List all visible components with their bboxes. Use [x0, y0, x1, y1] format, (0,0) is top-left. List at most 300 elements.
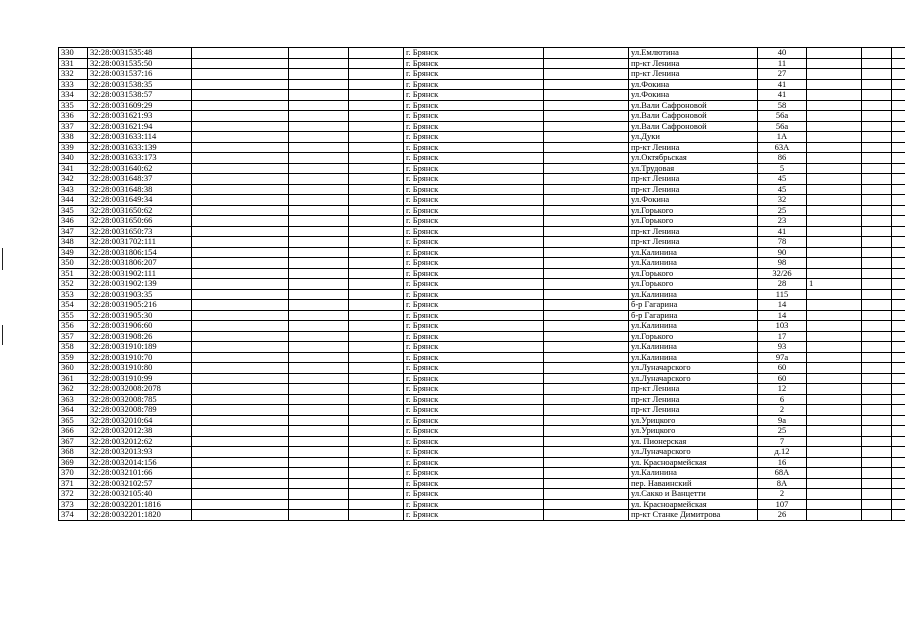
empty-cell [892, 457, 905, 468]
empty-cell [192, 415, 289, 426]
empty-cell [544, 111, 629, 122]
street-cell: пр-кт Ленина [629, 394, 758, 405]
empty-cell [544, 153, 629, 164]
empty-cell [349, 69, 404, 80]
street-cell: ул.Луначарского [629, 447, 758, 458]
empty-cell [349, 426, 404, 437]
cadastral-number-cell: 32:28:0031903:35 [88, 289, 192, 300]
city-cell: г. Брянск [404, 205, 544, 216]
table-row [59, 405, 905, 416]
empty-cell [544, 237, 629, 248]
street-cell: ул.Фокина [629, 195, 758, 206]
empty-cell [544, 342, 629, 353]
table-row [59, 247, 905, 258]
empty-cell [862, 363, 892, 374]
city-cell: г. Брянск [404, 195, 544, 206]
extra-cell [807, 79, 862, 90]
empty-cell [544, 121, 629, 132]
city-cell: г. Брянск [404, 142, 544, 153]
empty-cell [349, 237, 404, 248]
empty-cell [289, 352, 349, 363]
empty-cell [892, 121, 905, 132]
empty-cell [892, 363, 905, 374]
empty-cell [862, 478, 892, 489]
empty-cell [544, 478, 629, 489]
row-number-cell: 348 [59, 237, 88, 248]
empty-cell [862, 216, 892, 227]
house-number-cell: 60 [758, 363, 807, 374]
extra-cell: 1 [807, 279, 862, 290]
house-number-cell: 41 [758, 226, 807, 237]
empty-cell [892, 436, 905, 447]
table-row [59, 121, 905, 132]
empty-cell [544, 195, 629, 206]
empty-cell [892, 268, 905, 279]
cadastral-number-cell: 32:28:0032008:2078 [88, 384, 192, 395]
house-number-cell: 7 [758, 436, 807, 447]
row-number-cell: 332 [59, 69, 88, 80]
empty-cell [192, 468, 289, 479]
empty-cell [289, 394, 349, 405]
empty-cell [289, 205, 349, 216]
row-number-cell: 366 [59, 426, 88, 437]
empty-cell [544, 510, 629, 521]
empty-cell [192, 163, 289, 174]
empty-cell [862, 342, 892, 353]
empty-cell [349, 58, 404, 69]
street-cell: пр-кт Ленина [629, 69, 758, 80]
empty-cell [892, 279, 905, 290]
extra-cell [807, 394, 862, 405]
city-cell: г. Брянск [404, 384, 544, 395]
empty-cell [862, 300, 892, 311]
house-number-cell: 14 [758, 310, 807, 321]
city-cell: г. Брянск [404, 163, 544, 174]
empty-cell [289, 237, 349, 248]
empty-cell [862, 100, 892, 111]
street-cell: ул.Вали Сафроновой [629, 111, 758, 122]
empty-cell [544, 142, 629, 153]
row-number-cell: 356 [59, 321, 88, 332]
street-cell: ул.Вали Сафроновой [629, 121, 758, 132]
empty-cell [289, 216, 349, 227]
empty-cell [892, 132, 905, 143]
street-cell: б-р Гагарина [629, 310, 758, 321]
empty-cell [192, 352, 289, 363]
row-number-cell: 373 [59, 499, 88, 510]
row-number-cell: 336 [59, 111, 88, 122]
house-number-cell: 26 [758, 510, 807, 521]
empty-cell [289, 132, 349, 143]
table-row [59, 373, 905, 384]
empty-cell [289, 415, 349, 426]
row-number-cell: 337 [59, 121, 88, 132]
empty-cell [892, 100, 905, 111]
empty-cell [892, 331, 905, 342]
row-number-cell: 331 [59, 58, 88, 69]
city-cell: г. Брянск [404, 373, 544, 384]
table-row [59, 205, 905, 216]
row-number-cell: 339 [59, 142, 88, 153]
empty-cell [192, 373, 289, 384]
empty-cell [862, 489, 892, 500]
street-cell: ул.Горького [629, 205, 758, 216]
empty-cell [892, 142, 905, 153]
city-cell: г. Брянск [404, 226, 544, 237]
empty-cell [289, 121, 349, 132]
empty-cell [349, 205, 404, 216]
extra-cell [807, 510, 862, 521]
empty-cell [892, 310, 905, 321]
house-number-cell: 8А [758, 478, 807, 489]
empty-cell [862, 69, 892, 80]
empty-cell [349, 489, 404, 500]
cadastral-number-cell: 32:28:0032102:57 [88, 478, 192, 489]
empty-cell [349, 142, 404, 153]
empty-cell [862, 258, 892, 269]
row-number-cell: 358 [59, 342, 88, 353]
street-cell: ул.Калинина [629, 342, 758, 353]
row-number-cell: 361 [59, 373, 88, 384]
city-cell: г. Брянск [404, 216, 544, 227]
cadastral-number-cell: 32:28:0031910:80 [88, 363, 192, 374]
extra-cell [807, 69, 862, 80]
city-cell: г. Брянск [404, 258, 544, 269]
empty-cell [544, 384, 629, 395]
empty-cell [349, 216, 404, 227]
extra-cell [807, 142, 862, 153]
empty-cell [349, 226, 404, 237]
empty-cell [289, 163, 349, 174]
empty-cell [862, 279, 892, 290]
empty-cell [862, 174, 892, 185]
street-cell: ул.Сакко и Ванцетти [629, 489, 758, 500]
empty-cell [289, 279, 349, 290]
extra-cell [807, 321, 862, 332]
extra-cell [807, 132, 862, 143]
table-row [59, 132, 905, 143]
extra-cell [807, 226, 862, 237]
extra-cell [807, 268, 862, 279]
empty-cell [289, 373, 349, 384]
empty-cell [862, 384, 892, 395]
extra-cell [807, 111, 862, 122]
empty-cell [862, 121, 892, 132]
row-number-cell: 357 [59, 331, 88, 342]
empty-cell [862, 415, 892, 426]
empty-cell [349, 90, 404, 101]
city-cell: г. Брянск [404, 153, 544, 164]
city-cell: г. Брянск [404, 48, 544, 59]
extra-cell [807, 216, 862, 227]
empty-cell [289, 226, 349, 237]
row-number-cell: 363 [59, 394, 88, 405]
city-cell: г. Брянск [404, 352, 544, 363]
table-row [59, 394, 905, 405]
cadastral-number-cell: 32:28:0031621:93 [88, 111, 192, 122]
row-number-cell: 354 [59, 300, 88, 311]
empty-cell [892, 321, 905, 332]
empty-cell [892, 111, 905, 122]
empty-cell [862, 90, 892, 101]
empty-cell [862, 426, 892, 437]
row-number-cell: 374 [59, 510, 88, 521]
house-number-cell: 2 [758, 489, 807, 500]
empty-cell [349, 499, 404, 510]
table-row [59, 174, 905, 185]
empty-cell [892, 489, 905, 500]
house-number-cell: 23 [758, 216, 807, 227]
empty-cell [289, 289, 349, 300]
empty-cell [544, 415, 629, 426]
empty-cell [544, 436, 629, 447]
empty-cell [349, 132, 404, 143]
empty-cell [862, 510, 892, 521]
house-number-cell: 40 [758, 48, 807, 59]
empty-cell [289, 174, 349, 185]
street-cell: ул.Калинина [629, 247, 758, 258]
row-number-cell: 360 [59, 363, 88, 374]
table-row [59, 195, 905, 206]
empty-cell [349, 447, 404, 458]
empty-cell [192, 100, 289, 111]
street-cell: пр-кт Станке Димитрова [629, 510, 758, 521]
city-cell: г. Брянск [404, 300, 544, 311]
table-row [59, 111, 905, 122]
row-number-cell: 349 [59, 247, 88, 258]
empty-cell [862, 237, 892, 248]
table-row [59, 436, 905, 447]
street-cell: ул. Красноармейская [629, 499, 758, 510]
extra-cell [807, 195, 862, 206]
street-cell: ул.Калинина [629, 321, 758, 332]
cadastral-number-cell: 32:28:0031910:189 [88, 342, 192, 353]
empty-cell [192, 321, 289, 332]
table-row [59, 352, 905, 363]
row-number-cell: 335 [59, 100, 88, 111]
empty-cell [349, 384, 404, 395]
cadastral-number-cell: 32:28:0031538:57 [88, 90, 192, 101]
row-number-cell: 355 [59, 310, 88, 321]
city-cell: г. Брянск [404, 268, 544, 279]
row-number-cell: 359 [59, 352, 88, 363]
empty-cell [892, 247, 905, 258]
empty-cell [544, 226, 629, 237]
empty-cell [544, 352, 629, 363]
empty-cell [862, 457, 892, 468]
empty-cell [544, 457, 629, 468]
row-number-cell: 369 [59, 457, 88, 468]
empty-cell [892, 468, 905, 479]
empty-cell [192, 258, 289, 269]
empty-cell [544, 205, 629, 216]
house-number-cell: 41 [758, 90, 807, 101]
row-number-cell: 351 [59, 268, 88, 279]
empty-cell [192, 405, 289, 416]
house-number-cell: 32/26 [758, 268, 807, 279]
empty-cell [349, 457, 404, 468]
empty-cell [349, 121, 404, 132]
property-table [58, 47, 905, 521]
extra-cell [807, 310, 862, 321]
table-row [59, 142, 905, 153]
empty-cell [862, 153, 892, 164]
street-cell: ул.Горького [629, 279, 758, 290]
empty-cell [892, 205, 905, 216]
empty-cell [862, 331, 892, 342]
empty-cell [192, 205, 289, 216]
empty-cell [192, 300, 289, 311]
table-row [59, 100, 905, 111]
cadastral-number-cell: 32:28:0031902:139 [88, 279, 192, 290]
extra-cell [807, 436, 862, 447]
empty-cell [289, 331, 349, 342]
street-cell: ул.Фокина [629, 79, 758, 90]
table-row [59, 184, 905, 195]
house-number-cell: 107 [758, 499, 807, 510]
house-number-cell: 41 [758, 79, 807, 90]
empty-cell [192, 436, 289, 447]
extra-cell [807, 289, 862, 300]
empty-cell [862, 184, 892, 195]
empty-cell [192, 195, 289, 206]
house-number-cell: 17 [758, 331, 807, 342]
empty-cell [862, 289, 892, 300]
empty-cell [192, 279, 289, 290]
empty-cell [544, 268, 629, 279]
cadastral-number-cell: 32:28:0032201:1820 [88, 510, 192, 521]
cadastral-number-cell: 32:28:0031806:207 [88, 258, 192, 269]
row-number-cell: 338 [59, 132, 88, 143]
street-cell: ул. Красноармейская [629, 457, 758, 468]
table-row [59, 321, 905, 332]
city-cell: г. Брянск [404, 342, 544, 353]
scan-margin-line-upper [2, 248, 3, 270]
city-cell: г. Брянск [404, 279, 544, 290]
empty-cell [192, 79, 289, 90]
empty-cell [862, 226, 892, 237]
empty-cell [892, 289, 905, 300]
empty-cell [892, 352, 905, 363]
empty-cell [544, 310, 629, 321]
empty-cell [192, 90, 289, 101]
empty-cell [544, 489, 629, 500]
empty-cell [289, 195, 349, 206]
cadastral-number-cell: 32:28:0031806:154 [88, 247, 192, 258]
empty-cell [349, 352, 404, 363]
empty-cell [544, 100, 629, 111]
extra-cell [807, 352, 862, 363]
house-number-cell: 93 [758, 342, 807, 353]
empty-cell [289, 321, 349, 332]
cadastral-number-cell: 32:28:0032012:38 [88, 426, 192, 437]
empty-cell [192, 289, 289, 300]
empty-cell [349, 510, 404, 521]
house-number-cell: 14 [758, 300, 807, 311]
street-cell: ул.Урицкого [629, 426, 758, 437]
city-cell: г. Брянск [404, 394, 544, 405]
empty-cell [192, 216, 289, 227]
empty-cell [289, 426, 349, 437]
cadastral-number-cell: 32:28:0031905:30 [88, 310, 192, 321]
city-cell: г. Брянск [404, 331, 544, 342]
empty-cell [544, 48, 629, 59]
house-number-cell: 86 [758, 153, 807, 164]
street-cell: б-р Гагарина [629, 300, 758, 311]
table-row [59, 468, 905, 479]
empty-cell [349, 289, 404, 300]
extra-cell [807, 342, 862, 353]
empty-cell [192, 58, 289, 69]
row-number-cell: 341 [59, 163, 88, 174]
empty-cell [192, 394, 289, 405]
table-row [59, 289, 905, 300]
empty-cell [192, 363, 289, 374]
empty-cell [289, 142, 349, 153]
city-cell: г. Брянск [404, 510, 544, 521]
city-cell: г. Брянск [404, 237, 544, 248]
empty-cell [544, 90, 629, 101]
scan-margin-line-lower [2, 325, 3, 345]
empty-cell [544, 163, 629, 174]
empty-cell [349, 321, 404, 332]
empty-cell [544, 79, 629, 90]
table-row [59, 499, 905, 510]
empty-cell [289, 342, 349, 353]
empty-cell [862, 58, 892, 69]
empty-cell [544, 363, 629, 374]
empty-cell [892, 300, 905, 311]
cadastral-number-cell: 32:28:0032105:40 [88, 489, 192, 500]
city-cell: г. Брянск [404, 405, 544, 416]
extra-cell [807, 100, 862, 111]
extra-cell [807, 405, 862, 416]
empty-cell [892, 342, 905, 353]
extra-cell [807, 373, 862, 384]
street-cell: пр-кт Ленина [629, 142, 758, 153]
empty-cell [289, 363, 349, 374]
house-number-cell: 16 [758, 457, 807, 468]
empty-cell [289, 79, 349, 90]
extra-cell [807, 468, 862, 479]
empty-cell [862, 321, 892, 332]
house-number-cell: 25 [758, 205, 807, 216]
cadastral-number-cell: 32:28:0032201:1816 [88, 499, 192, 510]
row-number-cell: 362 [59, 384, 88, 395]
empty-cell [289, 184, 349, 195]
empty-cell [892, 153, 905, 164]
city-cell: г. Брянск [404, 111, 544, 122]
table-row [59, 268, 905, 279]
empty-cell [192, 153, 289, 164]
house-number-cell: 78 [758, 237, 807, 248]
empty-cell [892, 510, 905, 521]
street-cell: пр-кт Ленина [629, 174, 758, 185]
empty-cell [289, 268, 349, 279]
empty-cell [349, 279, 404, 290]
empty-cell [192, 132, 289, 143]
empty-cell [192, 174, 289, 185]
cadastral-number-cell: 32:28:0031902:111 [88, 268, 192, 279]
city-cell: г. Брянск [404, 310, 544, 321]
row-number-cell: 370 [59, 468, 88, 479]
empty-cell [289, 69, 349, 80]
row-number-cell: 346 [59, 216, 88, 227]
street-cell: пр-кт Ленина [629, 226, 758, 237]
house-number-cell: 56а [758, 121, 807, 132]
empty-cell [544, 289, 629, 300]
empty-cell [862, 394, 892, 405]
